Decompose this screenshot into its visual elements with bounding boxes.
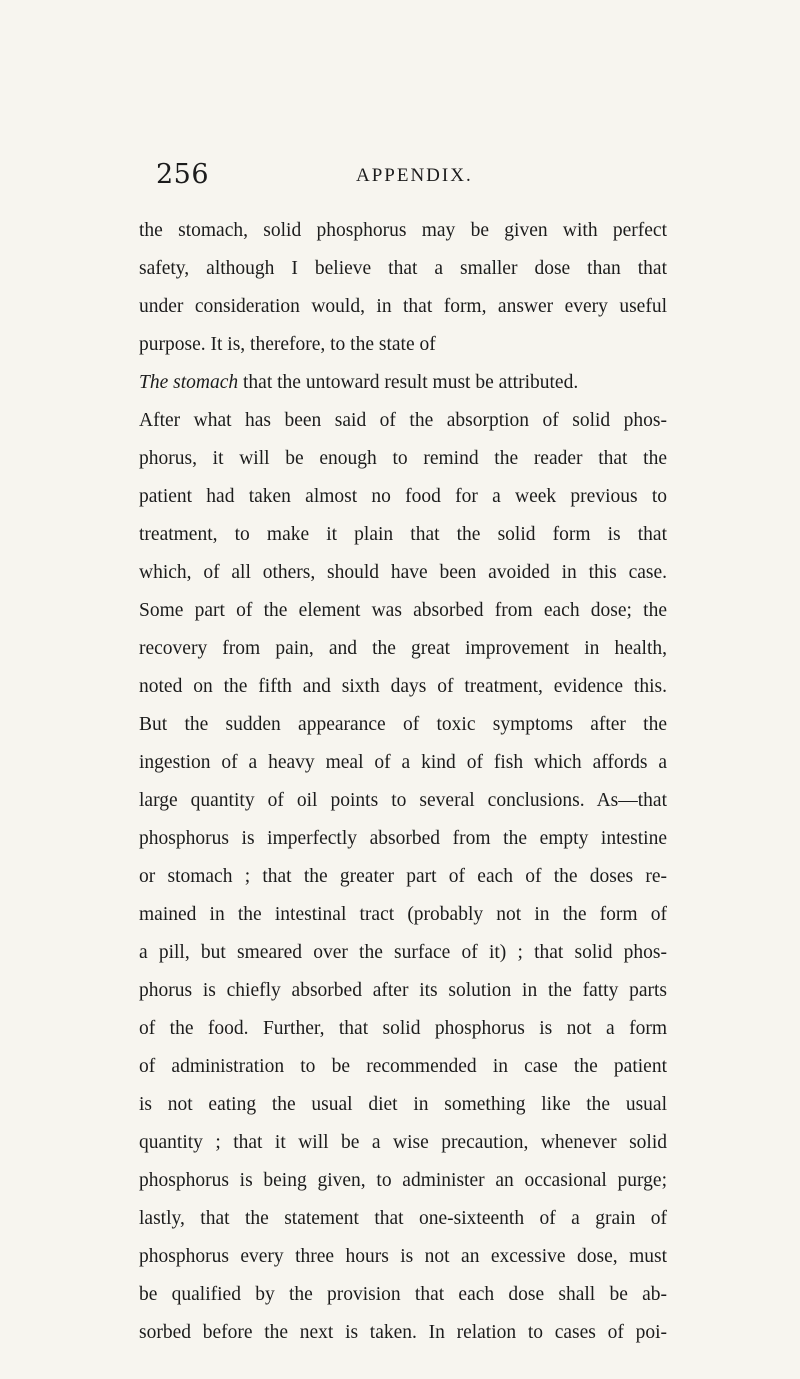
text-line: phosphorus every three hours is not an excessive dose, must bbox=[139, 1246, 667, 1267]
text-line: a pill, but smeared over the surface of it) ; that solid phos- bbox=[139, 942, 667, 963]
text-line: be qualified by the provision that each dose shall be ab- bbox=[139, 1284, 667, 1305]
text-line: large quantity of oil points to several conclusions. As—that bbox=[139, 790, 667, 811]
text-line: under consideration would, in that form, answer every useful bbox=[139, 296, 667, 317]
text-line: of the food. Further, that solid phosphorus is not a form bbox=[139, 1018, 667, 1039]
text-line: But the sudden appearance of toxic symptoms after the bbox=[139, 714, 667, 735]
italic-phrase: The stomach bbox=[139, 372, 239, 393]
text-line: ingestion of a heavy meal of a kind of fish which affords a bbox=[139, 752, 667, 773]
text-line: noted on the fifth and sixth days of treatment, evidence this. bbox=[139, 676, 667, 697]
text-line: phosphorus is being given, to administer an occasional purge; bbox=[139, 1170, 667, 1191]
text-line: phorus, it will be enough to remind the reader that the bbox=[139, 448, 667, 469]
text-line: purpose. It is, therefore, to the state of bbox=[139, 334, 436, 355]
text-line: recovery from pain, and the great improvement in health, bbox=[139, 638, 667, 659]
text-line-emphasis bbox=[139, 364, 667, 402]
text-line: treatment, to make it plain that the solid form is that bbox=[139, 524, 667, 545]
text-line: Some part of the element was absorbed from each dose; the bbox=[139, 600, 667, 621]
text-line: phosphorus is imperfectly absorbed from the empty intestine bbox=[139, 828, 667, 849]
text-line: patient had taken almost no food for a week previous to bbox=[139, 486, 667, 507]
text-line: After what has been said of the absorption of solid phos- bbox=[139, 410, 667, 431]
text-line: phorus is chiefly absorbed after its solution in the fatty parts bbox=[139, 980, 667, 1001]
body-text bbox=[139, 212, 667, 1352]
page-number: 256 bbox=[156, 159, 210, 190]
text-line: lastly, that the statement that one-sixteenth of a grain of bbox=[139, 1208, 667, 1229]
text-line-rest: that the untoward result must be attributed. bbox=[238, 372, 579, 393]
text-line: of administration to be recommended in case the patient bbox=[139, 1056, 667, 1077]
text-line: safety, although I believe that a smaller dose than that bbox=[139, 258, 667, 279]
text-line: which, of all others, should have been avoided in this case. bbox=[139, 562, 667, 583]
text-line: mained in the intestinal tract (probably not in the form of bbox=[139, 904, 667, 925]
running-title: APPENDIX. bbox=[356, 165, 473, 186]
running-head bbox=[0, 159, 800, 193]
text-line: quantity ; that it will be a wise precaution, whenever solid bbox=[139, 1132, 667, 1153]
text-line: or stomach ; that the greater part of each of the doses re- bbox=[139, 866, 667, 887]
text-line: sorbed before the next is taken. In relation to cases of poi- bbox=[139, 1322, 667, 1343]
text-line: the stomach, solid phosphorus may be given with perfect bbox=[139, 220, 667, 241]
text-line: is not eating the usual diet in something like the usual bbox=[139, 1094, 667, 1115]
